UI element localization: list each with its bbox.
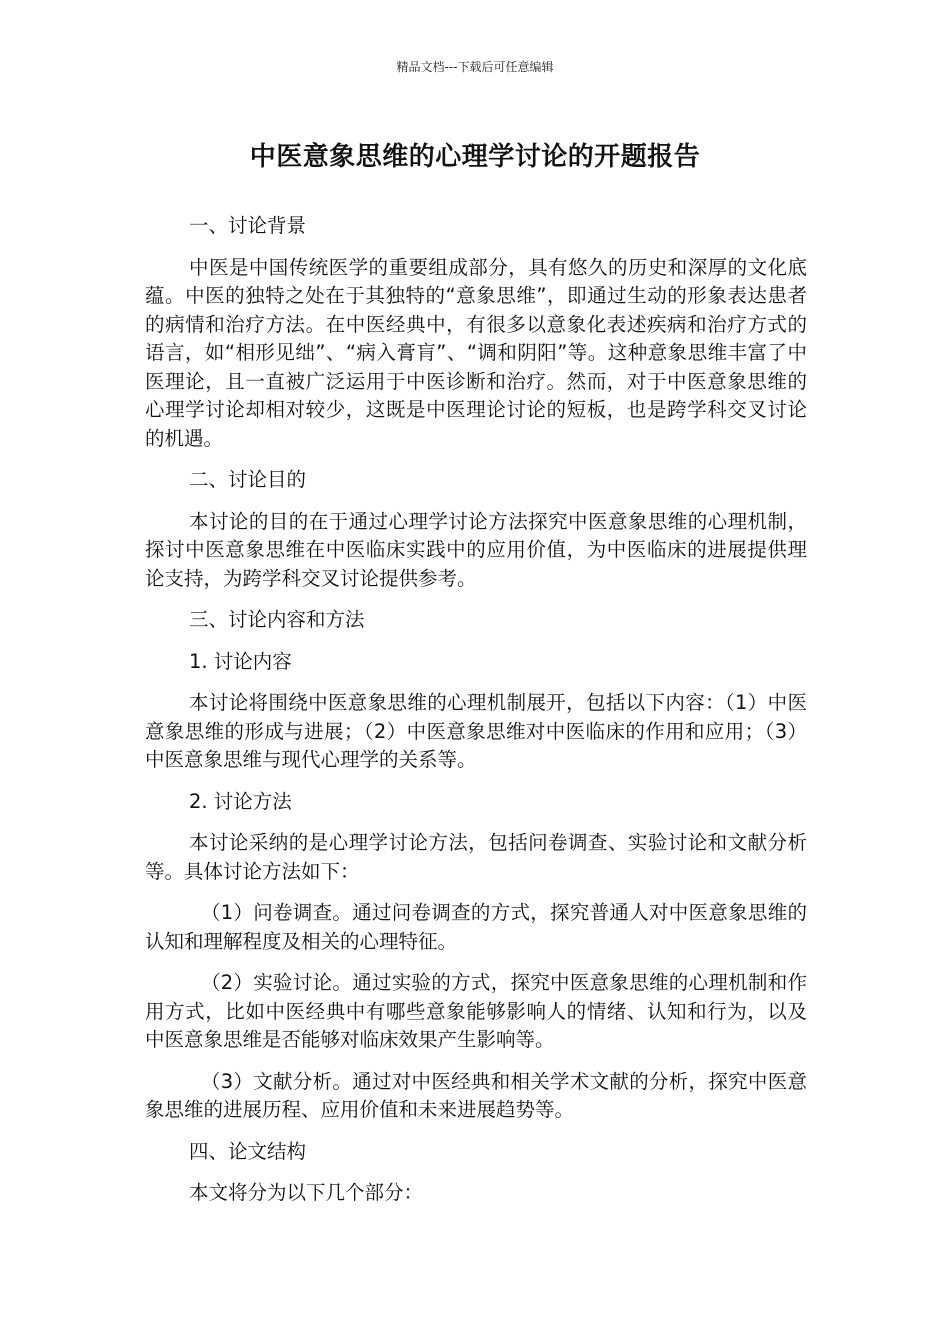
section-heading-content-methods: 三、讨论内容和方法 [189,608,365,631]
section-heading-purpose: 二、讨论目的 [189,468,307,491]
paragraph-purpose: 本讨论的目的在于通过心理学讨论方法探究中医意象思维的心理机制，探讨中医意象思维在中医临床实践中的应用价值，为中医临床的进展提供理论支持，为跨学科交叉讨论提供参考。 [145,509,807,590]
list-item-questionnaire: （1）问卷调查。通过问卷调查的方式，探究普通人对中医意象思维的认知和理解程度及相关的心理特征。 [145,901,807,953]
list-item-literature: （3）文献分析。通过对中医经典和相关学术文献的分析，探究中医意象思维的进展历程、应用价值和未来进展趋势等。 [145,1069,807,1121]
document-title: 中医意象思维的心理学讨论的开题报告 [249,142,701,172]
page-header: 精品文档---下载后可任意编辑 [396,60,554,74]
section-heading-structure: 四、论文结构 [189,1139,307,1163]
section-heading-background: 一、讨论背景 [189,214,307,237]
paragraph-background: 中医是中国传统医学的重要组成部分，具有悠久的历史和深厚的文化底蕴。中医的独特之处在于其独特的“意象思维”，即通过生动的形象表达患者的病情和治疗方法。在中医经典中，有很多以意象化表述疾病和治疗方式的语言，如“相形见绌”、“病入膏肓”、“调和阴阳”等。这种意象思维丰富了中医理论，且一直被广泛运用于中医诊断和治疗。然而，对于中医意象思维的心理学讨论却相对较少，这既是中医理论讨论的短板，也是跨学科交叉讨论的机遇。 [145,255,807,450]
paragraph-structure: 本文将分为以下几个部分： [189,1181,424,1204]
paragraph-content: 本讨论将围绕中医意象思维的心理机制展开，包括以下内容：（1）中医意象思维的形成与进展；（2）中医意象思维对中医临床的作用和应用；（3）中医意象思维与现代心理学的关系等。 [145,691,807,771]
subheading-content: 1. 讨论内容 [189,649,292,673]
list-item-experiment: （2）实验讨论。通过实验的方式，探究中医意象思维的心理机制和作用方式，比如中医经典中有哪些意象能够影响人的情绪、认知和行为，以及中医意象思维是否能够对临床效果产生影响等。 [145,971,807,1051]
document-body [145,212,807,1221]
subheading-methods: 2. 讨论方法 [189,789,292,813]
paragraph-methods: 本讨论采纳的是心理学讨论方法，包括问卷调查、实验讨论和文献分析等。具体讨论方法如下： [145,831,807,883]
